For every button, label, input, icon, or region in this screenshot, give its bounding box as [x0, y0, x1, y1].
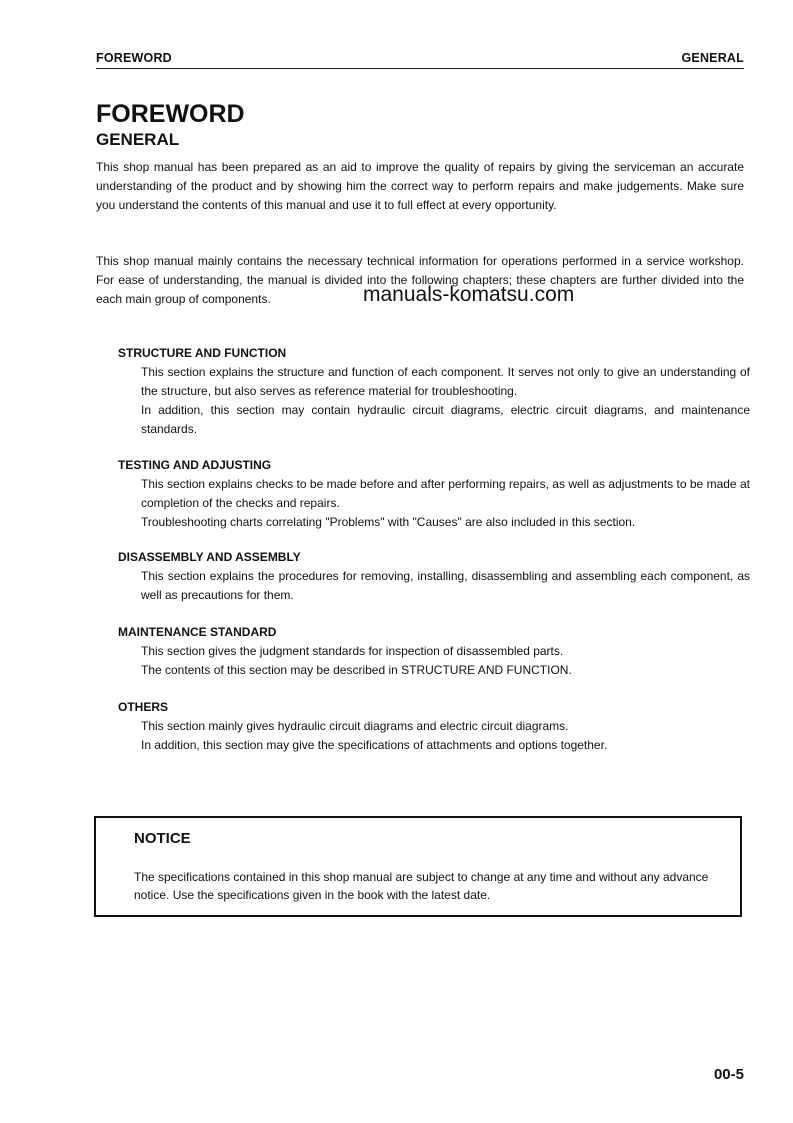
intro-paragraph-2: This shop manual mainly contains the necessary technical information for operations performed in a service workshop. For ease of understanding, the manual is divided into the following chapters; these chapters are further divided into the each main group of components. — [96, 254, 744, 306]
section-line: This section mainly gives hydraulic circuit diagrams and electric circuit diagrams. — [141, 719, 569, 733]
section-line: The contents of this section may be described in STRUCTURE AND FUNCTION. — [141, 663, 572, 677]
page-subtitle: GENERAL — [96, 130, 180, 149]
section-heading: STRUCTURE AND FUNCTION — [118, 346, 287, 360]
intro-paragraph-1: This shop manual has been prepared as an aid to improve the quality of repairs by giving the serviceman an accurate understanding of the product and by showing him the correct way to perform repairs and make judgements. Make sure you understand the contents of this manual and use it to full effect at every opportunity. — [96, 160, 744, 212]
section-line: In addition, this section may contain hydraulic circuit diagrams, electric circuit diagrams, and maintenance standards. — [141, 403, 750, 436]
section-heading: MAINTENANCE STANDARD — [118, 625, 277, 639]
section-line: This section explains the structure and function of each component. It serves not only to give an understanding of the structure, but also serves as reference material for troubleshooting. — [141, 365, 750, 398]
page-number: 00-5 — [713, 1066, 744, 1083]
notice-text: The specifications contained in this shop manual are subject to change at any time and without any advance notice. Use the specifications given in the book with the latest date. — [134, 870, 709, 902]
section-line: This section explains the procedures for removing, installing, disassembling and assembling each component, as well as precautions for them. — [141, 569, 750, 602]
section-disassembly-and-assembly — [118, 548, 750, 605]
section-line: In addition, this section may give the specifications of attachments and options together. — [141, 738, 608, 752]
header-right-label: GENERAL — [681, 51, 744, 65]
section-line: This section gives the judgment standards for inspection of disassembled parts. — [141, 644, 564, 658]
section-maintenance-standard — [118, 623, 750, 680]
section-heading: OTHERS — [118, 700, 169, 714]
header-left-label: FOREWORD — [96, 51, 172, 65]
watermark-text: manuals-komatsu.com — [363, 283, 575, 306]
section-testing-and-adjusting — [118, 456, 750, 532]
page-title: FOREWORD — [96, 100, 245, 128]
section-others — [118, 698, 750, 755]
section-line: This section explains checks to be made before and after performing repairs, as well as adjustments to be made at completion of the checks and repairs. — [141, 477, 750, 510]
section-heading: TESTING AND ADJUSTING — [118, 458, 272, 472]
section-structure-and-function — [118, 344, 750, 439]
notice-box — [94, 816, 742, 917]
notice-title: NOTICE — [134, 830, 191, 847]
section-heading: DISASSEMBLY AND ASSEMBLY — [118, 550, 301, 564]
section-line: Troubleshooting charts correlating "Problems" with "Causes" are also included in this section. — [141, 515, 636, 529]
page-header — [96, 50, 744, 69]
